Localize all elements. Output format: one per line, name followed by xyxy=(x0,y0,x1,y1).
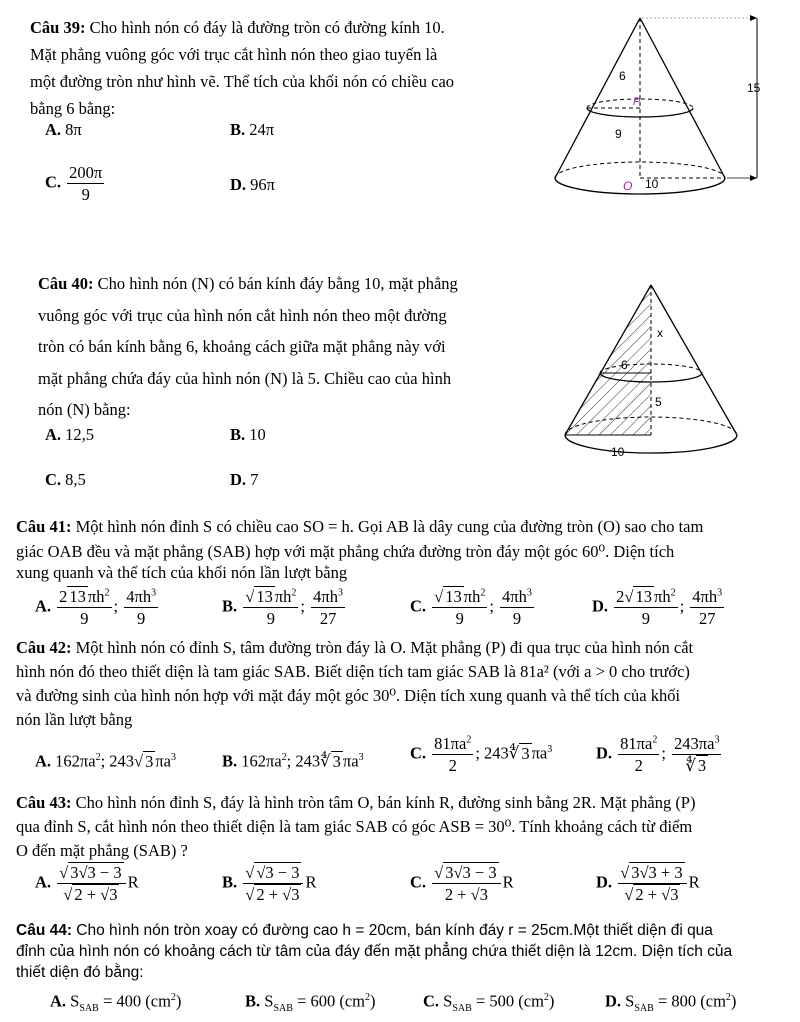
q44-option-d[interactable]: D. $S_{SAB} = 800$ $(cm^2)$ xyxy=(605,991,737,1014)
q41-option-c[interactable]: C. $\frac{√ 13 \pi h^2}{9}$ ; $\frac{4\pi h^3}{9}$ xyxy=(410,587,532,629)
q40-option-c[interactable]: C. 8,5 xyxy=(45,470,86,489)
q39-option-b[interactable]: B. 24π xyxy=(230,120,275,139)
q39-line3: một đường tròn như hình vẽ. Thể tích của khối nón có chiều cao xyxy=(30,72,455,91)
q41-stem: Câu 41: Một hình nón đỉnh S có chiều cao SO = h. Gọi AB là dây cung của đường tròn (O) sao cho tam giác OAB đều và mặt phẳng (SAB) hợp với mặt phẳng chứa đường tròn đáy một góc 60⁰. Diện tích xung quanh và thể tích của khối nón lần lượt bằng xyxy=(16,517,704,582)
q44-option-a[interactable]: A. $S_{SAB} = 400$ $(cm^2)$ xyxy=(50,991,182,1014)
q44-option-c[interactable]: C. $S_{SAB} = 500$ $(cm^2)$ xyxy=(423,991,555,1014)
q39-fig-p: P xyxy=(633,96,641,108)
q40-fig-5: 5 xyxy=(655,395,662,409)
q41-option-b[interactable]: B. $\frac{√ 13 \pi h^2}{9}$ ; $\frac{4\pi h^3}{27}$ xyxy=(222,587,343,629)
q44-stem: Câu 44: Cho hình nón tròn xoay có đường cao h = 20cm, bán kính đáy r = 25cm.Một thiết diện đi qua đỉnh của hình nón có khoảng cách từ tâm của đáy đến mặt phẳng chứa thiết diện là 12cm. Diện tích của thiết diện đó bằng: xyxy=(16,922,733,981)
q39-label: Câu 39: xyxy=(30,18,86,37)
q40-fig-6: 6 xyxy=(621,358,628,372)
q40-option-b[interactable]: B. 10 xyxy=(230,425,266,444)
q42-label: Câu 42: xyxy=(16,638,72,657)
q39-line2: Mặt phẳng vuông góc với trục cắt hình nón theo giao tuyến là xyxy=(30,45,438,64)
q41-option-d[interactable]: D. $\frac{2√ 13 \pi h^2}{9}$ ; $\frac{4\pi h^3}{27}$ xyxy=(592,587,723,629)
q44-option-b[interactable]: B. $S_{SAB} = 600$ $(cm^2)$ xyxy=(245,991,376,1014)
q40-option-a[interactable]: A. 12,5 xyxy=(45,425,95,444)
q40-stem: Câu 40: Cho hình nón (N) có bán kính đáy bằng 10, mặt phẳng vuông góc với trục của hình nón cắt hình nón theo một đường tròn có bán kính bằng 6, khoảng cách giữa mặt phẳng này với mặt phẳng chứa đáy của hình nón (N) là 5. Chiều cao của hình nón (N) bằng: xyxy=(38,274,458,419)
q42-option-d[interactable]: D. $\frac{81\pi a^2}{2}$ ; $\frac{243\pi a^3}{∜ 3}$ xyxy=(596,734,720,776)
q43-stem: Câu 43: Cho hình nón đỉnh S, đáy là hình tròn tâm O, bán kính R, đường sinh bằng 2R. Mặt phẳng (P) qua đỉnh S, cắt hình nón theo thiết diện là tam giác SAB có góc ASB = 30⁰. Tính khoảng cách từ điểm O đến mặt phẳng (SAB) ? xyxy=(16,793,696,860)
q39-fig-o: O xyxy=(623,179,633,193)
q43-option-a[interactable]: A. $\frac{√ 3√3 - 3}{√ 2 + √3}$ R xyxy=(35,863,139,905)
q40-cone-figure xyxy=(555,275,755,470)
q39-option-c[interactable]: C. $\frac{200\pi}{9}$ xyxy=(45,163,103,205)
q39-option-d[interactable]: D. 96π xyxy=(230,175,276,194)
q39-line1: Cho hình nón có đáy là đường tròn có đường kính 10. xyxy=(85,18,445,37)
q42-stem: Câu 42: Một hình nón có đỉnh S, tâm đường tròn đáy là O. Mặt phẳng (P) đi qua trục của hình nón cắt hình nón đó theo thiết diện là tam giác SAB. Biết diện tích tam giác SAB là 81a² (với a > 0 cho trước) và đường sinh của hình nón hợp với mặt đáy một góc 30⁰. Diện tích xung quanh và thể tích của khối nón lần lượt bằng xyxy=(16,638,694,729)
q40-option-d[interactable]: D. 7 xyxy=(230,470,259,489)
q39-cone-figure xyxy=(545,10,785,200)
q39-fig-10: 10 xyxy=(645,177,659,191)
q39-option-a[interactable]: A. 8π xyxy=(45,120,82,139)
q39-stem xyxy=(30,14,530,122)
q42-option-c[interactable]: C. $\frac{81\pi a^2}{2}$ ; 243∜ 3 $\pi a^3$ xyxy=(410,734,553,776)
q43-option-d[interactable]: D. $\frac{√ 3√3 + 3}{√ 2 + √3}$ R xyxy=(596,863,700,905)
q41-label: Câu 41: xyxy=(16,517,72,536)
q40-label: Câu 40: xyxy=(38,274,94,293)
q39-fig-9: 9 xyxy=(615,127,622,141)
q40-fig-x: x xyxy=(657,326,663,340)
q43-label: Câu 43: xyxy=(16,793,72,812)
q43-option-b[interactable]: B. $\frac{√ √3 - 3}{√ 2 + √3}$ R xyxy=(222,863,317,905)
q40-fig-10: 10 xyxy=(611,445,625,459)
q39-line4: bằng 6 bằng: xyxy=(30,99,116,118)
q39-fig-6: 6 xyxy=(619,69,626,83)
q39-fig-15: 15 xyxy=(747,81,761,95)
q41-option-a[interactable]: A. $\frac{2 13 \pi h^2}{9}$ ; $\frac{4\pi h^3}{9}$ xyxy=(35,587,157,629)
q43-option-c[interactable]: C. $\frac{√ 3√3 - 3}{2 + √3}$ R xyxy=(410,863,514,905)
q44-label: Câu 44: xyxy=(16,922,72,939)
q42-option-a[interactable]: A. $162\pi a^2$; 243√ 3 $\pi a^3$ xyxy=(35,751,176,771)
q42-option-b[interactable]: B. $162\pi a^2$; 243∜ 3 $\pi a^3$ xyxy=(222,751,364,771)
